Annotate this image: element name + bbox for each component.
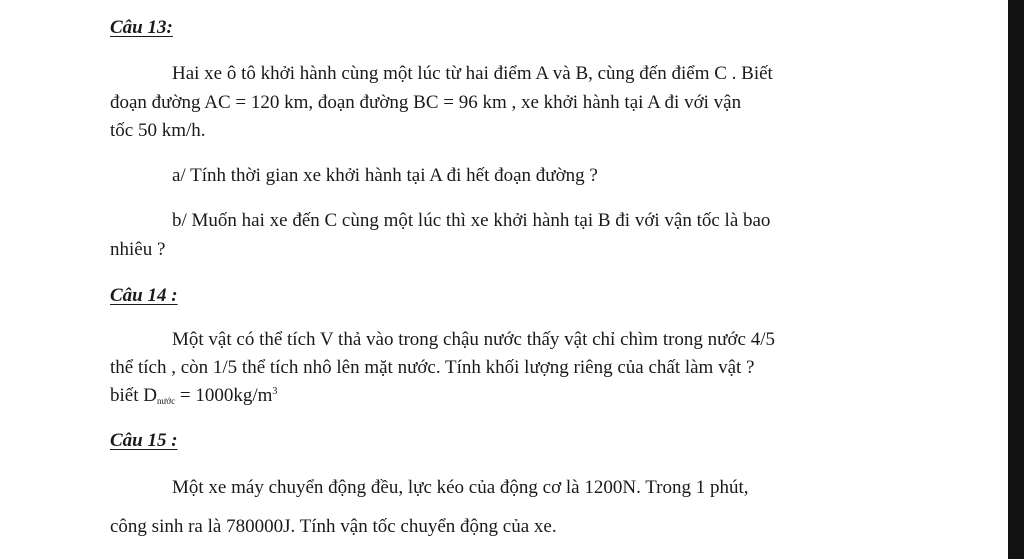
q13-line-1: Hai xe ô tô khởi hành cùng một lúc từ hai điểm A và B, cùng đến điểm C . Biết [172, 63, 773, 84]
q13-part-b-line-2: nhiêu ? [110, 239, 166, 260]
q14-line-2: thể tích , còn 1/5 thể tích nhô lên mặt nước. Tính khối lượng riêng của chất làm vật ? [110, 357, 755, 378]
q14-line-1: Một vật có thể tích V thả vào trong chậu nước thấy vật chỉ chìm trong nước 4/5 [172, 329, 775, 350]
q13-part-b-line-1: b/ Muốn hai xe đến C cùng một lúc thì xe khởi hành tại B đi với vận tốc là bao [172, 210, 771, 231]
q15-line-1: Một xe máy chuyển động đều, lực kéo của động cơ là 1200N. Trong 1 phút, [172, 477, 749, 498]
q14-given-prefix: biết D [110, 385, 157, 406]
right-border [1008, 0, 1024, 559]
q14-given [110, 385, 277, 407]
q13-line-3: tốc 50 km/h. [110, 120, 206, 141]
q13-heading: Câu 13: [110, 17, 173, 38]
q13-part-a: a/ Tính thời gian xe khởi hành tại A đi hết đoạn đường ? [172, 165, 598, 186]
q14-given-subscript: nước [156, 396, 176, 406]
q14-given-superscript: 3 [272, 386, 278, 397]
q13-line-2: đoạn đường AC = 120 km, đoạn đường BC = 96 km , xe khởi hành tại A đi với vận [110, 92, 742, 113]
q15-line-2: công sinh ra là 780000J. Tính vận tốc chuyển động của xe. [110, 516, 557, 537]
q14-given-value: = 1000kg/m [175, 385, 273, 406]
q15-heading: Câu 15 : [110, 430, 178, 451]
q14-heading: Câu 14 : [110, 285, 178, 306]
